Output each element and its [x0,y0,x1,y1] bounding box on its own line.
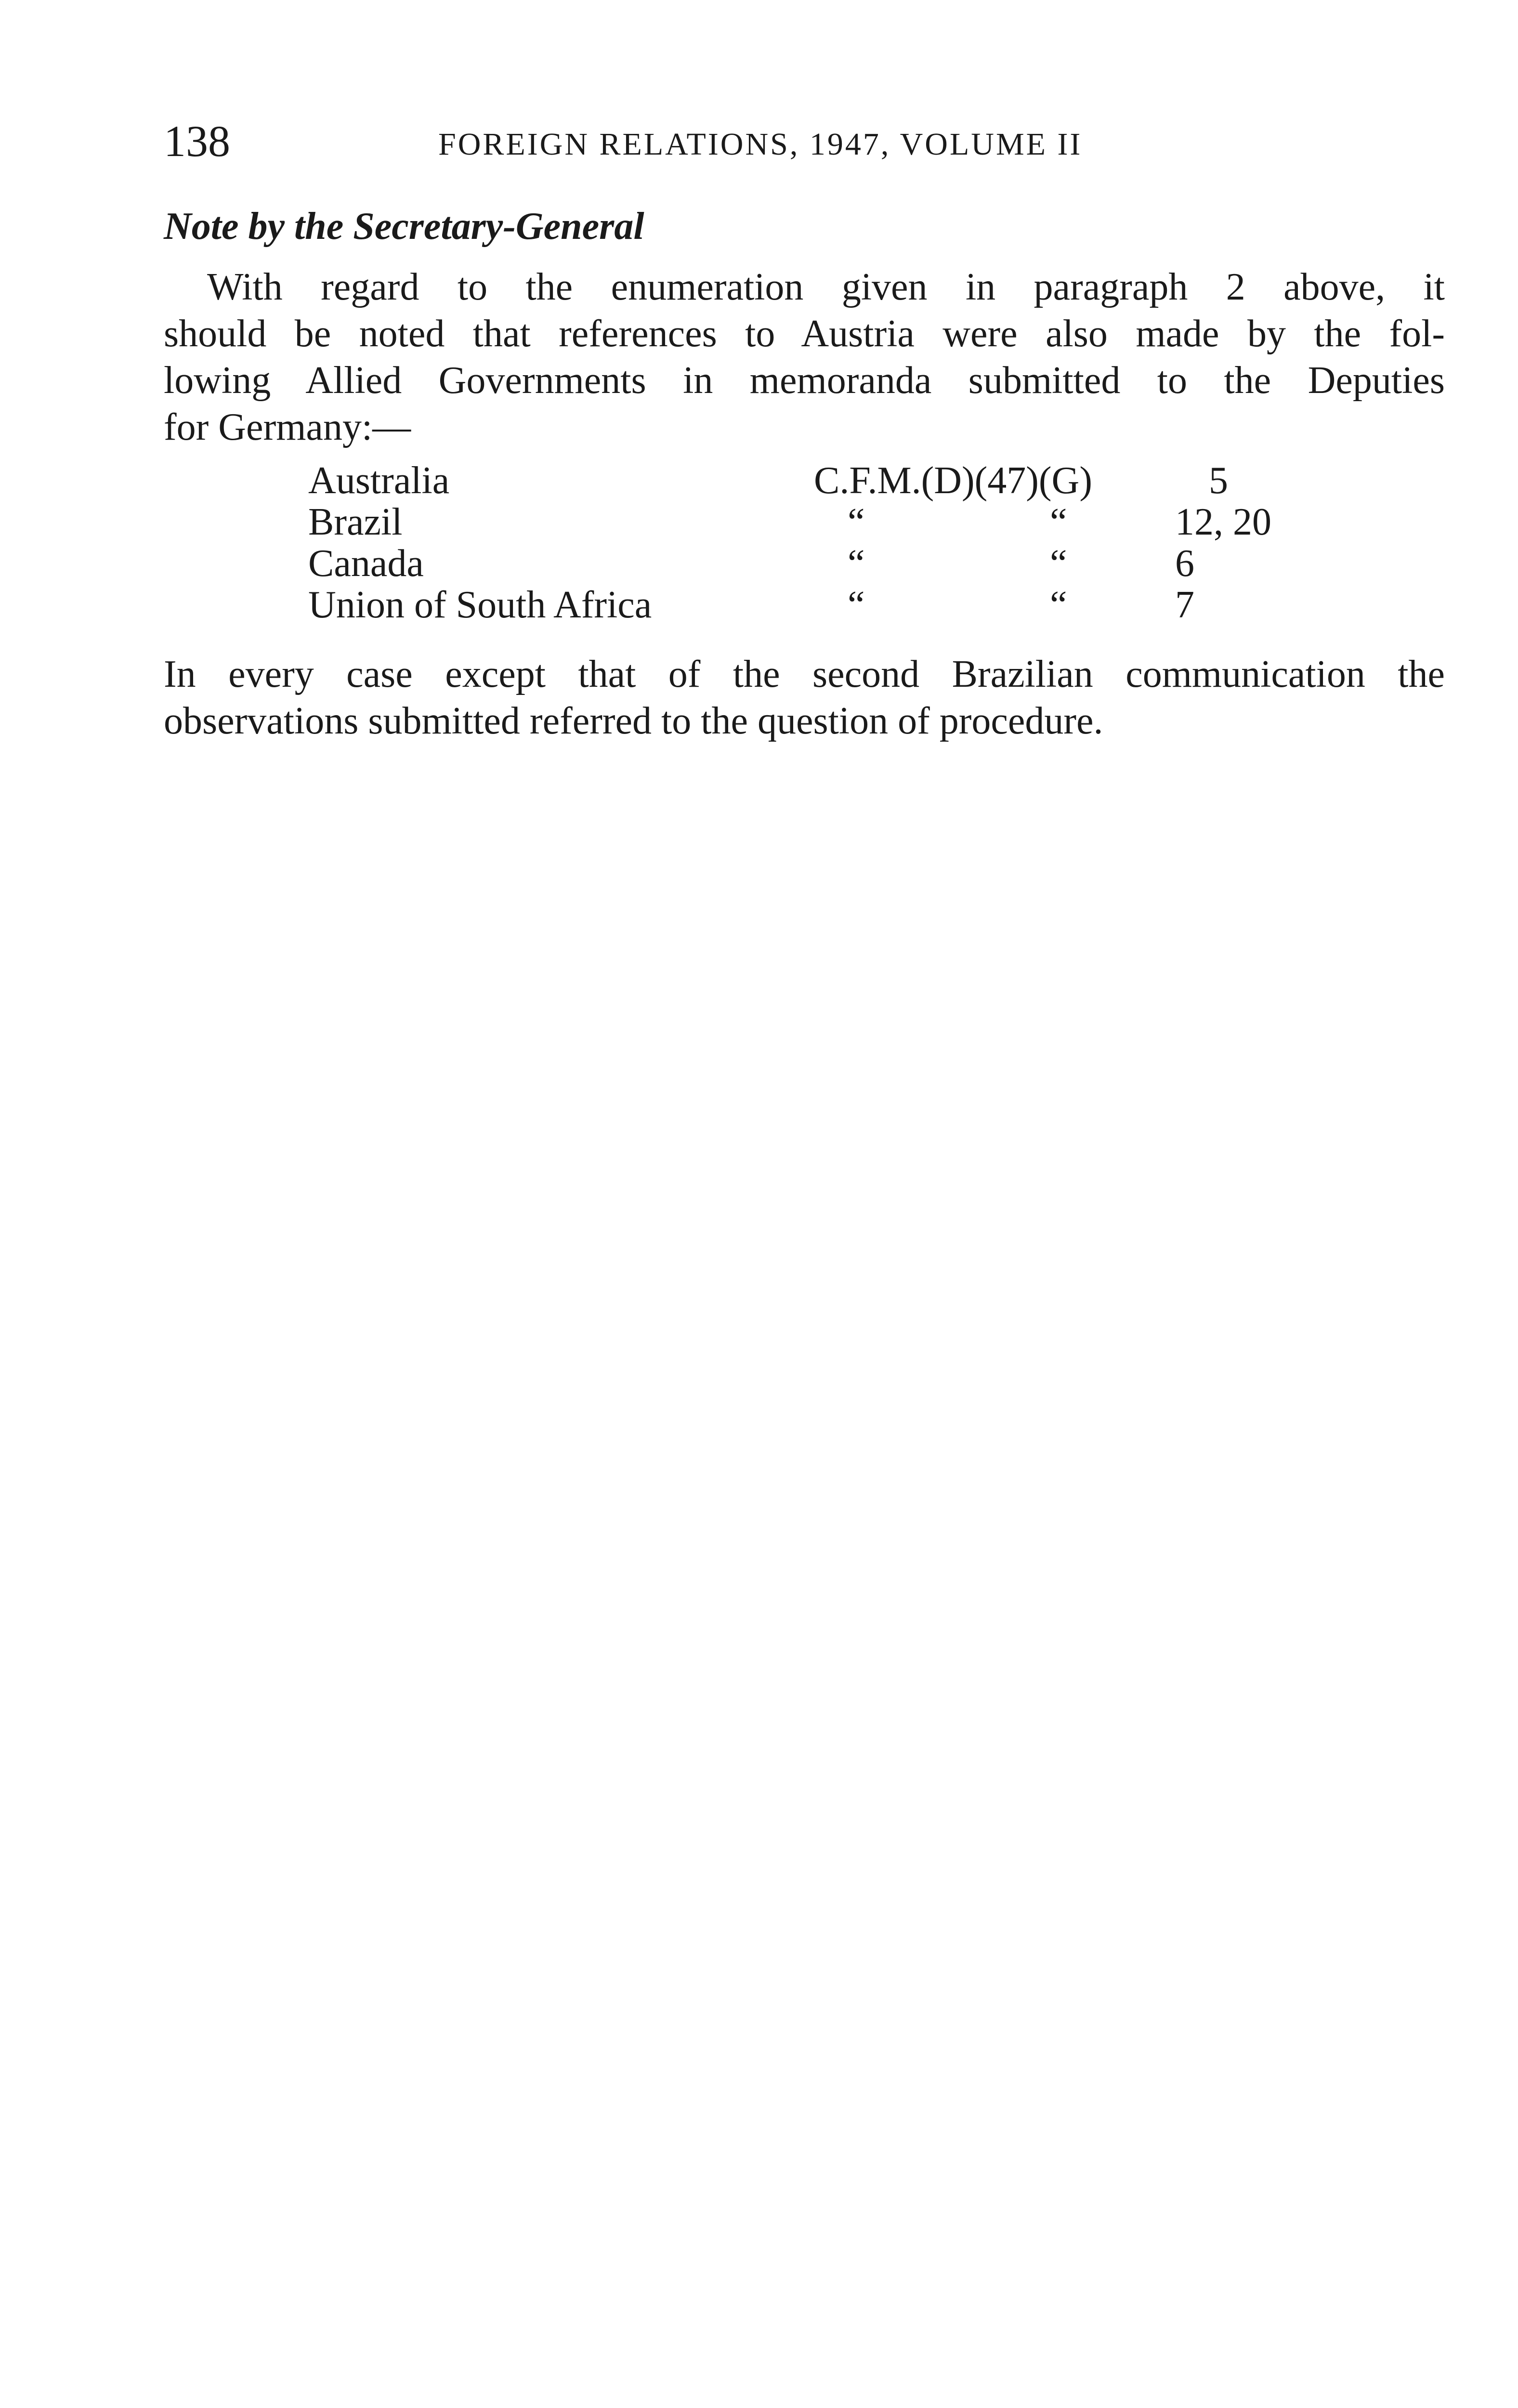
ditto-mark: “ [1050,584,1067,626]
document-number-cell: 7 [1175,584,1194,626]
country-cell: Canada [308,542,424,585]
table-row [308,501,1320,543]
table-row [308,460,1320,501]
ditto-mark: “ [848,542,865,585]
ditto-mark: “ [848,584,865,626]
paragraph-line: With regard to the enumeration given in paragraph 2 above, it [207,266,1445,308]
ditto-mark: “ [848,501,865,543]
country-cell: Australia [308,459,450,502]
ditto-mark: “ [1050,542,1067,585]
table-row [308,543,1320,584]
document-number-cell: 12, 20 [1175,501,1271,543]
ditto-mark: “ [1050,501,1067,543]
page-header [164,115,1445,168]
paragraph-enumeration [164,264,1445,451]
paragraph-line: for Germany:— [164,406,411,448]
paragraph-line: lowing Allied Governments in memoranda submitted to the Deputies [164,359,1445,402]
memoranda-table [308,460,1320,626]
document-number-cell: 5 [1209,459,1228,502]
paragraph-procedure [164,651,1445,745]
paragraph-line: observations submitted referred to the question of procedure. [164,700,1103,742]
paragraph-line: should be noted that references to Austria were also made by the fol- [164,313,1445,355]
note-title: Note by the Secretary-General [164,205,644,248]
document-number-cell: 6 [1175,542,1194,585]
country-cell: Union of South Africa [308,584,652,626]
paragraph-line: In every case except that of the second Brazilian communication the [164,653,1445,695]
page-number: 138 [164,117,230,166]
country-cell: Brazil [308,501,403,543]
running-head: FOREIGN RELATIONS, 1947, VOLUME II [438,127,1083,162]
table-row [308,584,1320,626]
reference-cell: C.F.M.(D)(47)(G) [814,459,1092,502]
